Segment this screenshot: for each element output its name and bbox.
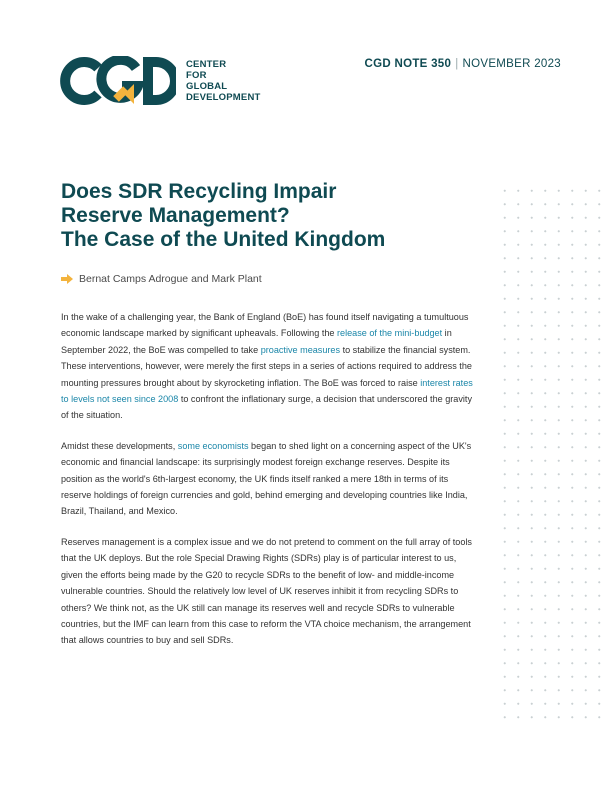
link-some-economists[interactable]: some economists <box>177 440 249 451</box>
logo-text <box>186 59 261 103</box>
link-interest-rates[interactable]: interest rates to levels not seen since 2008 <box>61 377 473 405</box>
paragraph-text: began to shed light on a concerning aspect of the UK's economic and financial landscape: its surprisingly modest foreign exchange reserves. Despite its position as the world's 6th-largest economy, the UK finds itself ranked a mere 18th in terms of its reserve holdings of foreign currencies and gold, behind emerging and developing countries like India, Brazil, Thailand, and Mexico. <box>61 440 472 517</box>
dot-grid-decoration <box>498 184 608 722</box>
title-line: Does SDR Recycling Impair <box>61 180 337 203</box>
article-body <box>61 309 473 663</box>
note-header <box>365 58 561 70</box>
note-date: NOVEMBER 2023 <box>462 58 561 70</box>
paragraph-text: to confront the inflationary surge, a decision that underscored the gravity of the situation. <box>61 394 472 421</box>
paragraph-text: in September 2022, the BoE was compelled to take <box>61 328 452 355</box>
paragraph-text: Amidst these developments, <box>61 440 178 451</box>
logo-line: DEVELOPMENT <box>186 92 261 103</box>
cgd-wordmark-icon <box>60 56 176 106</box>
title-line: Reserve Management? <box>61 204 290 227</box>
paragraph <box>61 438 473 520</box>
header-divider: | <box>455 58 459 70</box>
logo-line: CENTER <box>186 59 227 70</box>
paragraph: Reserves management is a complex issue and we do not pretend to comment on the full array of tools that the UK deploys. But the role Special Drawing Rights (SDRs) play is of particular interest to us, given the efforts being made by the G20 to recycle SDRs to the benefit of low- and middle-income vulnerable countries. Should the relatively low level of UK reserves inhibit it from recycling SDRs to others? We think not, as the UK still can manage its reserves well and recycle SDRs to vulnerable countries, but the IMF can learn from this case to reform the VTA choice mechanism, the arrangement that allows countries to buy and sell SDRs. <box>61 536 472 646</box>
authors-line <box>61 273 262 285</box>
cgd-logo <box>60 56 261 106</box>
title-line: The Case of the United Kingdom <box>61 228 386 251</box>
paragraph-text: to stabilize the financial system. These interventions, however, were merely the first steps in a series of actions required to address the mounting pressures brought about by skyrocketing inflation. The BoE was forced to raise <box>61 344 472 388</box>
paragraph-text: In the wake of a challenging year, the Bank of England (BoE) has found itself navigating a tumultuous economic landscape marked by significant upheavals. Following the <box>61 312 469 339</box>
logo-line: GLOBAL <box>186 81 228 92</box>
logo-line: FOR <box>186 70 207 81</box>
authors: Bernat Camps Adrogue and Mark Plant <box>79 273 262 285</box>
arrow-bullet-icon <box>61 274 73 284</box>
link-proactive-measures[interactable]: proactive measures <box>260 344 341 355</box>
link-mini-budget[interactable]: release of the mini-budget <box>337 328 443 339</box>
paragraph <box>61 309 473 424</box>
page-title <box>61 180 481 252</box>
note-number: CGD NOTE 350 <box>364 58 452 70</box>
